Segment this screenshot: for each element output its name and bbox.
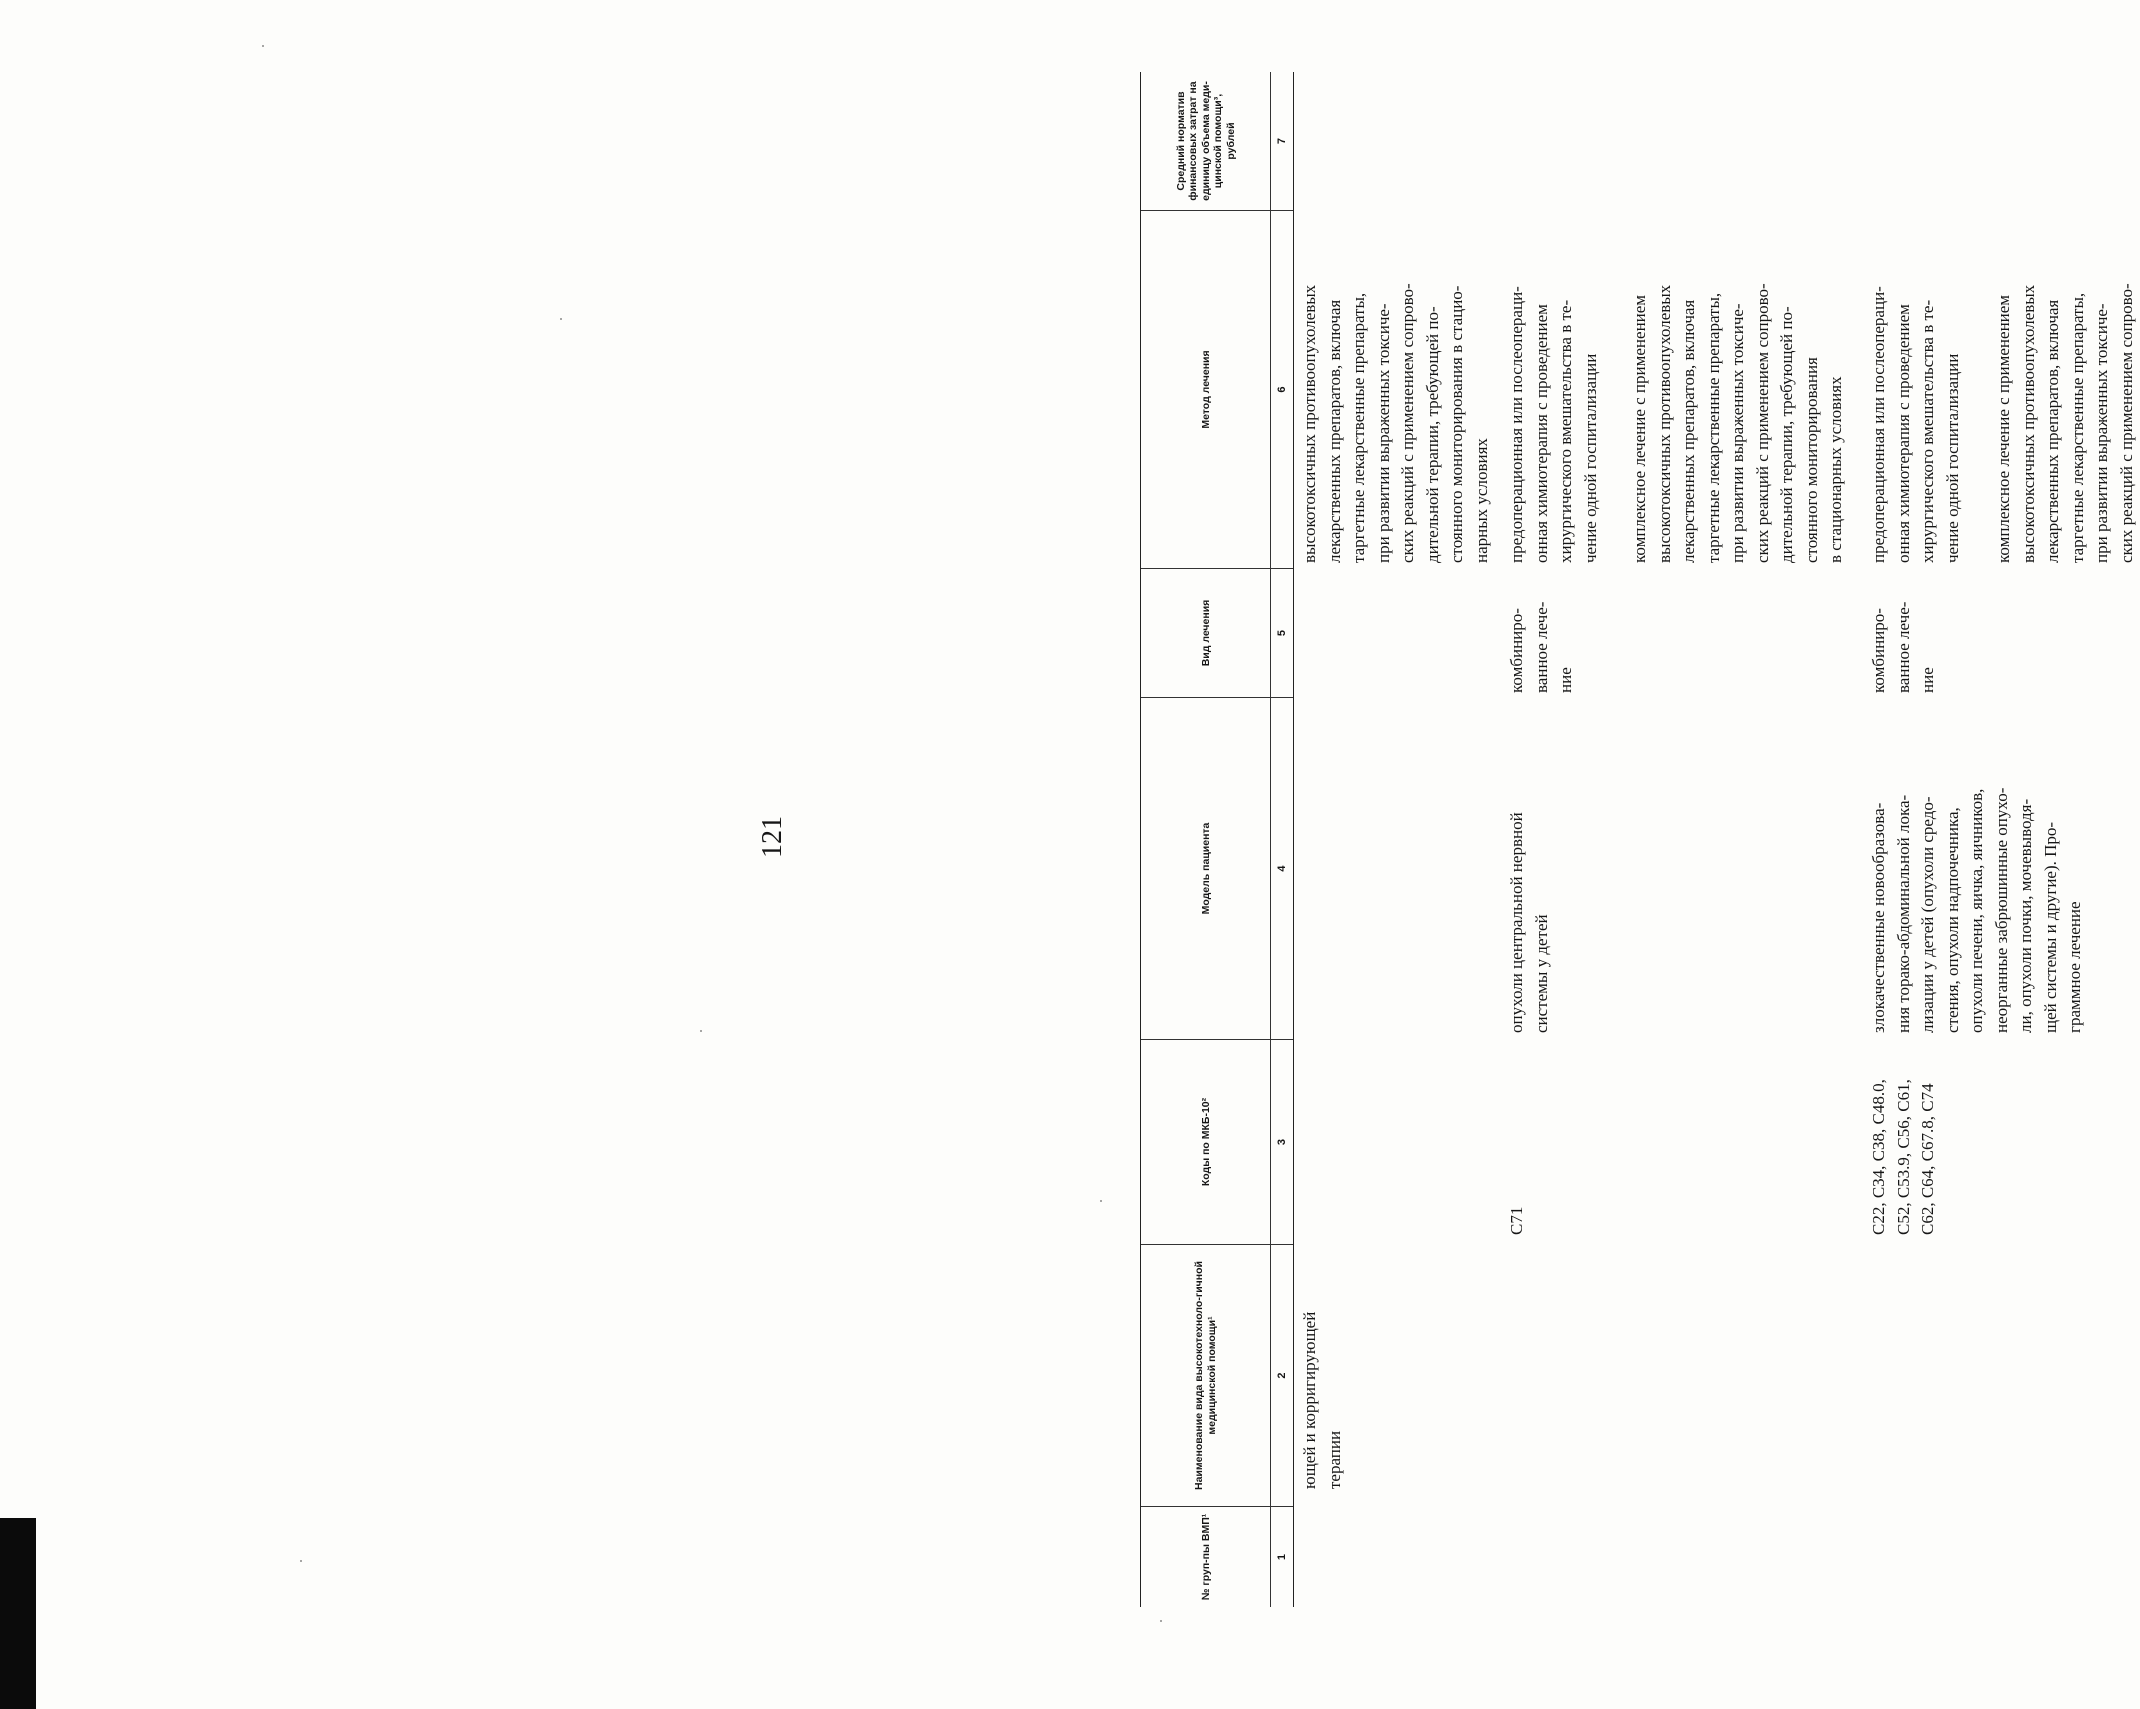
row3-method-a: предоперационная или послеопераци- онная химиотерапия с проведением хирургического вмешательства в те- чение одной госпитализации	[1869, 286, 1962, 563]
header-treatment-method: Метод лечения	[1141, 211, 1271, 569]
row3-patient-model: злокачественные новообразова- ния торако-абдоминальной лока- лизации у детей (опухоли средо- стения, опухоли надпочечника, опухоли печени, яичка, яичников, неорганные забрюшинные опухо- ли, опухоли почки, мочевыводя- щей системы и другие). Про- граммное лечение	[1869, 787, 2084, 1033]
scan-speck	[1100, 1200, 1102, 1202]
header-group-number: № груп-пы ВМП¹	[1199, 1513, 1212, 1601]
column-number: 4	[1271, 698, 1293, 1040]
column-number: 2	[1271, 1245, 1293, 1507]
row3-method-b: комплексное лечение с применением высокотоксичных противоопухолевых лекарственных препаратов, включая таргетные лекарственные препараты, при развитии выраженных токсиче- ских реакций с применением сопрово-	[1994, 283, 2136, 563]
scan-speck	[560, 318, 562, 320]
row2-patient-model: опухоли центральной нервной системы у детей	[1507, 812, 1551, 1033]
header-patient-model: Модель пациента	[1141, 698, 1271, 1040]
column-number: 1	[1276, 1553, 1288, 1561]
column-number: 7	[1271, 72, 1293, 211]
row2-treatment-type: комбиниро- ванное лече- ние	[1507, 601, 1575, 693]
row1-group-name: ющей и корригирующей терапии	[1300, 1311, 1344, 1489]
row3-icd-codes: C22, C34, C38, C48.0, C52, C53.9, C56, C61, C62, C64, C67.8, C74	[1869, 1079, 1937, 1235]
header-treatment-type: Вид лечения	[1141, 569, 1271, 698]
row2-method-b: комплексное лечение с применением высокотоксичных противоопухолевых лекарственных препаратов, включая таргетные лекарственные препараты, при развитии выраженных токсиче- ских реакций с применением сопрово- дительной терапии, требующей по- стоянного мониторирования в стационарных условиях	[1630, 283, 1845, 563]
row1-method: высокотоксичных противоопухолевых лекарственных препаратов, включая таргетные лекарственные препараты, при развитии выраженных токсиче- ских реакций с применением сопрово- дительной терапии, требующей по- стоянного мониторирования в стацио- нарных условиях	[1300, 283, 1491, 563]
row3-treatment-type: комбиниро- ванное лече- ние	[1869, 601, 1937, 693]
scan-speck	[1160, 1620, 1162, 1622]
page-number: 121	[757, 816, 788, 858]
scan-speck	[262, 45, 264, 47]
table-header-row	[1140, 72, 1271, 1607]
scan-speck	[700, 1030, 702, 1032]
header-icd-codes: Коды по МКБ-10²	[1141, 1040, 1271, 1245]
column-number-row	[1270, 72, 1294, 1607]
column-number: 6	[1271, 211, 1293, 569]
scan-speck	[300, 1560, 302, 1562]
row2-method-a: предоперационная или послеопераци- онная химиотерапия с проведением хирургического вмешательства в те- чение одной госпитализации	[1507, 286, 1600, 563]
column-number: 5	[1271, 569, 1293, 698]
scan-margin-shadow	[0, 1518, 36, 1709]
column-number: 3	[1271, 1040, 1293, 1245]
rotated-table	[1140, 72, 2140, 1607]
row2-icd-codes: C71	[1507, 1206, 1526, 1235]
header-vmp-name: Наименование вида высокотехноло-гичной медицинской помощи¹	[1141, 1245, 1271, 1507]
header-cost-norm: Средний норматив финансовых затрат на единицу объема меди-цинской помощи³, рублей	[1141, 72, 1271, 211]
